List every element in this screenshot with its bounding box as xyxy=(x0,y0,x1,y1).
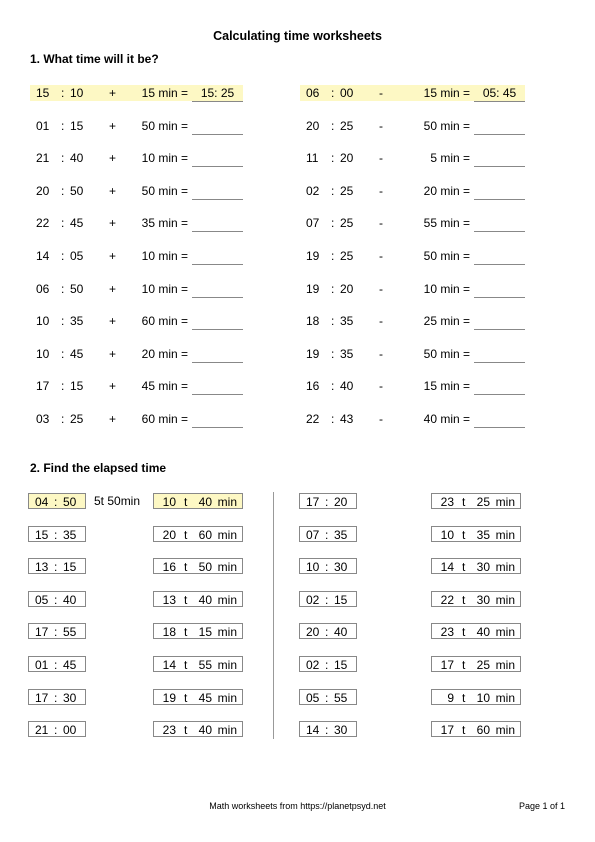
elapsed-left-start-time xyxy=(28,623,86,639)
start-colon: : xyxy=(54,690,58,705)
start-colon: : xyxy=(54,592,58,607)
add-problem-operator: + xyxy=(109,118,117,133)
elapsed-right-end-time xyxy=(431,623,521,639)
sub-problem-operator: - xyxy=(379,118,383,133)
add-problem-duration: 10 min = xyxy=(141,281,188,296)
add-problem-colon: : xyxy=(61,86,65,100)
end-t: t xyxy=(462,658,466,672)
end-t: t xyxy=(462,560,466,575)
add-problem-answer-field[interactable]: 15: 25 xyxy=(192,85,243,102)
sub-problem-answer-field[interactable] xyxy=(474,378,525,395)
end-t: t xyxy=(462,495,466,509)
sub-problem-minute: 25 xyxy=(340,216,354,231)
add-problem-answer-field[interactable] xyxy=(192,118,243,135)
sub-problem-operator: - xyxy=(379,86,383,100)
start-hour: 17 xyxy=(35,625,49,640)
end-unit: min xyxy=(217,723,237,738)
add-problem-minute: 45 xyxy=(70,346,84,361)
start-hour: 20 xyxy=(306,625,320,640)
add-problem-answer-field[interactable] xyxy=(192,346,243,363)
sub-problem-answer-field[interactable] xyxy=(474,150,525,167)
start-hour: 15 xyxy=(35,527,49,542)
end-unit: min xyxy=(495,592,515,607)
add-problem-duration: 50 min = xyxy=(141,183,188,198)
sub-problem-operator: - xyxy=(379,412,383,426)
end-minute: 30 xyxy=(476,560,490,575)
sub-problem-hour: 02 xyxy=(306,183,320,198)
end-minute: 45 xyxy=(198,690,212,705)
sub-problem-colon: : xyxy=(331,314,335,329)
start-colon: : xyxy=(325,592,329,607)
end-t: t xyxy=(462,690,466,705)
elapsed-right-start-time xyxy=(299,493,357,509)
end-unit: min xyxy=(217,658,237,672)
end-unit: min xyxy=(217,527,237,542)
end-minute: 40 xyxy=(198,592,212,607)
end-hour: 16 xyxy=(162,560,176,575)
footer-page-number: Page 1 of 1 xyxy=(518,801,565,811)
sub-problem-colon: : xyxy=(331,346,335,361)
add-problem-duration: 45 min = xyxy=(141,379,188,394)
end-unit: min xyxy=(495,560,515,575)
elapsed-left-end-time xyxy=(153,591,243,607)
sub-problem-duration: 55 min = xyxy=(423,216,470,231)
sub-problem-answer-field[interactable] xyxy=(474,411,525,428)
add-problem-answer-field[interactable] xyxy=(192,378,243,395)
add-problem-duration: 60 min = xyxy=(141,314,188,329)
add-problem-hour: 10 xyxy=(36,314,50,329)
sub-problem-operator: - xyxy=(379,314,383,329)
sub-problem-hour: 06 xyxy=(306,86,320,100)
sub-problem-answer-field[interactable] xyxy=(474,118,525,135)
add-problem-minute: 10 xyxy=(70,86,84,100)
start-colon: : xyxy=(325,658,329,672)
end-hour: 14 xyxy=(162,658,176,672)
sub-problem-colon: : xyxy=(331,412,335,426)
add-problem-duration: 35 min = xyxy=(141,216,188,231)
end-hour: 23 xyxy=(440,625,454,640)
start-colon: : xyxy=(325,527,329,542)
elapsed-left-end-time xyxy=(153,656,243,672)
end-minute: 40 xyxy=(476,625,490,640)
sub-problem-operator: - xyxy=(379,183,383,198)
add-problem-duration: 10 min = xyxy=(141,249,188,263)
add-problem-colon: : xyxy=(61,281,65,296)
start-colon: : xyxy=(325,625,329,640)
sub-problem-duration: 50 min = xyxy=(423,346,470,361)
sub-problem-colon: : xyxy=(331,216,335,231)
sub-problem-minute: 35 xyxy=(340,346,354,361)
sub-problem-hour: 16 xyxy=(306,379,320,394)
end-minute: 10 xyxy=(476,690,490,705)
start-hour: 10 xyxy=(306,560,320,575)
elapsed-right-start-time xyxy=(299,591,357,607)
end-hour: 14 xyxy=(440,560,454,575)
start-minute: 15 xyxy=(63,560,77,575)
end-minute: 30 xyxy=(476,592,490,607)
add-problem-duration: 50 min = xyxy=(141,118,188,133)
elapsed-right-start-time xyxy=(299,623,357,639)
start-hour: 21 xyxy=(35,723,49,738)
sub-problem-minute: 40 xyxy=(340,379,354,394)
elapsed-right-end-time xyxy=(431,721,521,737)
elapsed-left-end-time xyxy=(153,526,243,542)
elapsed-right-end-time xyxy=(431,493,521,509)
sub-problem-hour: 11 xyxy=(306,151,319,166)
elapsed-right-end-time xyxy=(431,558,521,574)
add-problem-minute: 35 xyxy=(70,314,84,329)
elapsed-right-start-time xyxy=(299,558,357,574)
start-hour: 13 xyxy=(35,560,49,575)
elapsed-left-end-time xyxy=(153,558,243,574)
start-minute: 40 xyxy=(334,625,348,640)
start-hour: 14 xyxy=(306,723,320,738)
end-unit: min xyxy=(217,495,237,509)
end-unit: min xyxy=(495,495,515,509)
end-hour: 9 xyxy=(447,690,454,705)
sub-problem-duration: 50 min = xyxy=(423,249,470,263)
end-hour: 10 xyxy=(162,495,176,509)
end-minute: 25 xyxy=(476,658,490,672)
add-problem-minute: 50 xyxy=(70,281,84,296)
elapsed-left-start-time xyxy=(28,656,86,672)
add-problem-operator: + xyxy=(109,151,117,166)
sub-problem-answer-field[interactable] xyxy=(474,248,525,265)
footer-source: Math worksheets from https://planetpsyd.net xyxy=(209,801,386,811)
add-problem-colon: : xyxy=(61,118,65,133)
sub-problem-hour: 18 xyxy=(306,314,320,329)
add-problem-minute: 05 xyxy=(70,249,84,263)
end-t: t xyxy=(184,723,188,738)
section-2-title: 2. Find the elapsed time xyxy=(30,461,167,475)
add-problem-operator: + xyxy=(109,346,117,361)
start-hour: 17 xyxy=(35,690,49,705)
start-minute: 00 xyxy=(63,723,77,738)
end-hour: 22 xyxy=(440,592,454,607)
sub-problem-answer-field[interactable] xyxy=(474,281,525,298)
end-hour: 23 xyxy=(440,495,454,509)
end-hour: 23 xyxy=(162,723,176,738)
end-t: t xyxy=(184,560,188,575)
start-colon: : xyxy=(54,658,58,672)
end-minute: 60 xyxy=(198,527,212,542)
start-hour: 02 xyxy=(306,658,320,672)
sub-problem-hour: 19 xyxy=(306,346,320,361)
sub-problem-duration: 10 min = xyxy=(423,281,470,296)
add-problem-minute: 50 xyxy=(70,183,84,198)
sub-problem-hour: 22 xyxy=(306,412,320,426)
elapsed-right-start-time xyxy=(299,526,357,542)
elapsed-right-end-time xyxy=(431,656,521,672)
start-minute: 40 xyxy=(63,592,77,607)
end-minute: 40 xyxy=(198,723,212,738)
add-problem-operator: + xyxy=(109,379,117,394)
start-colon: : xyxy=(54,625,58,640)
end-t: t xyxy=(462,527,466,542)
add-problem-minute: 40 xyxy=(70,151,84,166)
end-minute: 40 xyxy=(198,495,212,509)
add-problem-colon: : xyxy=(61,379,65,394)
add-problem-duration: 15 min = xyxy=(141,86,188,100)
start-minute: 30 xyxy=(334,560,348,575)
elapsed-left-start-time xyxy=(28,493,86,509)
add-problem-minute: 15 xyxy=(70,118,84,133)
start-colon: : xyxy=(325,690,329,705)
add-problem-minute: 45 xyxy=(70,216,84,231)
start-colon: : xyxy=(325,560,329,575)
elapsed-left-end-time xyxy=(153,721,243,737)
end-unit: min xyxy=(495,625,515,640)
end-unit: min xyxy=(495,690,515,705)
add-problem-hour: 03 xyxy=(36,412,50,426)
sub-problem-minute: 25 xyxy=(340,118,354,133)
start-hour: 05 xyxy=(35,592,49,607)
add-problem-colon: : xyxy=(61,249,65,263)
column-divider xyxy=(273,492,274,739)
add-problem-hour: 10 xyxy=(36,346,50,361)
end-hour: 17 xyxy=(440,658,454,672)
add-problem-colon: : xyxy=(61,346,65,361)
sub-problem-duration: 50 min = xyxy=(423,118,470,133)
end-unit: min xyxy=(495,723,515,738)
sub-problem-colon: : xyxy=(331,151,335,166)
add-problem-answer-field[interactable] xyxy=(192,281,243,298)
add-problem-colon: : xyxy=(61,314,65,329)
add-problem-duration: 20 min = xyxy=(141,346,188,361)
start-hour: 01 xyxy=(35,658,49,672)
sub-problem-duration: 5 min = xyxy=(430,151,470,166)
page-title: Calculating time worksheets xyxy=(213,29,382,43)
end-hour: 13 xyxy=(162,592,176,607)
end-unit: min xyxy=(217,560,237,575)
start-minute: 55 xyxy=(334,690,348,705)
elapsed-left-end-time xyxy=(153,689,243,705)
add-problem-operator: + xyxy=(109,183,117,198)
start-minute: 15 xyxy=(334,658,348,672)
end-t: t xyxy=(462,592,466,607)
end-hour: 17 xyxy=(440,723,454,738)
end-t: t xyxy=(462,723,466,738)
start-colon: : xyxy=(54,527,58,542)
start-minute: 15 xyxy=(334,592,348,607)
elapsed-left-start-time xyxy=(28,689,86,705)
sub-problem-duration: 40 min = xyxy=(423,412,470,426)
start-minute: 55 xyxy=(63,625,77,640)
end-unit: min xyxy=(495,527,515,542)
end-unit: min xyxy=(495,658,515,672)
sub-problem-operator: - xyxy=(379,249,383,263)
start-minute: 20 xyxy=(334,495,348,509)
sub-problem-answer-field[interactable] xyxy=(474,313,525,330)
end-t: t xyxy=(184,495,188,509)
start-minute: 45 xyxy=(63,658,77,672)
start-hour: 04 xyxy=(35,495,49,509)
sub-problem-minute: 25 xyxy=(340,183,354,198)
elapsed-right-end-time xyxy=(431,689,521,705)
start-minute: 50 xyxy=(63,495,77,509)
sub-problem-minute: 25 xyxy=(340,249,354,263)
sub-problem-minute: 43 xyxy=(340,412,354,426)
add-problem-minute: 25 xyxy=(70,412,84,426)
end-t: t xyxy=(184,690,188,705)
sub-problem-colon: : xyxy=(331,249,335,263)
add-problem-hour: 15 xyxy=(36,86,50,100)
add-problem-answer-field[interactable] xyxy=(192,150,243,167)
elapsed-left-answer-field[interactable]: 5t 50min xyxy=(94,494,141,508)
end-minute: 15 xyxy=(198,625,212,640)
start-hour: 17 xyxy=(306,495,320,509)
end-hour: 20 xyxy=(162,527,176,542)
add-problem-hour: 14 xyxy=(36,249,50,263)
add-problem-minute: 15 xyxy=(70,379,84,394)
add-problem-answer-field[interactable] xyxy=(192,313,243,330)
sub-problem-answer-field[interactable] xyxy=(474,215,525,232)
add-problem-answer-field[interactable] xyxy=(192,411,243,428)
sub-problem-duration: 20 min = xyxy=(423,183,470,198)
sub-problem-colon: : xyxy=(331,379,335,394)
sub-problem-operator: - xyxy=(379,151,383,166)
add-problem-colon: : xyxy=(61,151,65,166)
elapsed-left-end-time xyxy=(153,623,243,639)
end-hour: 19 xyxy=(162,690,176,705)
add-problem-operator: + xyxy=(109,86,117,100)
start-colon: : xyxy=(325,723,329,738)
end-minute: 50 xyxy=(198,560,212,575)
start-minute: 35 xyxy=(334,527,348,542)
sub-problem-minute: 20 xyxy=(340,151,354,166)
start-hour: 05 xyxy=(306,690,320,705)
start-hour: 07 xyxy=(306,527,320,542)
start-minute: 30 xyxy=(334,723,348,738)
sub-problem-minute: 00 xyxy=(340,86,354,100)
start-colon: : xyxy=(54,560,58,575)
section-1-title: 1. What time will it be? xyxy=(30,52,159,66)
end-unit: min xyxy=(217,592,237,607)
sub-problem-operator: - xyxy=(379,216,383,231)
elapsed-right-end-time xyxy=(431,526,521,542)
add-problem-hour: 17 xyxy=(36,379,50,394)
sub-problem-duration: 15 min = xyxy=(423,86,470,100)
end-hour: 10 xyxy=(440,527,454,542)
end-minute: 25 xyxy=(476,495,490,509)
end-t: t xyxy=(184,658,188,672)
end-minute: 35 xyxy=(476,527,490,542)
elapsed-left-start-time xyxy=(28,591,86,607)
sub-problem-colon: : xyxy=(331,281,335,296)
elapsed-left-end-time xyxy=(153,493,243,509)
start-minute: 35 xyxy=(63,527,77,542)
end-unit: min xyxy=(217,625,237,640)
sub-problem-answer-field[interactable] xyxy=(474,183,525,200)
end-unit: min xyxy=(217,690,237,705)
elapsed-right-start-time xyxy=(299,721,357,737)
add-problem-operator: + xyxy=(109,249,117,263)
sub-problem-answer-field[interactable]: 05: 45 xyxy=(474,85,525,102)
sub-problem-hour: 07 xyxy=(306,216,320,231)
add-problem-operator: + xyxy=(109,216,117,231)
elapsed-right-start-time xyxy=(299,689,357,705)
start-colon: : xyxy=(54,495,58,509)
add-problem-colon: : xyxy=(61,183,65,198)
elapsed-left-start-time xyxy=(28,721,86,737)
add-problem-answer-field[interactable] xyxy=(192,215,243,232)
add-problem-duration: 10 min = xyxy=(141,151,188,166)
sub-problem-duration: 15 min = xyxy=(423,379,470,394)
add-problem-operator: + xyxy=(109,412,117,426)
add-problem-colon: : xyxy=(61,216,65,231)
elapsed-right-end-time xyxy=(431,591,521,607)
sub-problem-colon: : xyxy=(331,86,335,100)
end-hour: 18 xyxy=(162,625,176,640)
sub-problem-minute: 20 xyxy=(340,281,354,296)
add-problem-hour: 21 xyxy=(36,151,50,166)
sub-problem-operator: - xyxy=(379,281,383,296)
add-problem-answer-field[interactable] xyxy=(192,248,243,265)
sub-problem-operator: - xyxy=(379,346,383,361)
end-t: t xyxy=(184,592,188,607)
add-problem-hour: 20 xyxy=(36,183,50,198)
add-problem-duration: 60 min = xyxy=(141,412,188,426)
start-minute: 30 xyxy=(63,690,77,705)
sub-problem-hour: 19 xyxy=(306,249,320,263)
sub-problem-duration: 25 min = xyxy=(423,314,470,329)
elapsed-left-start-time xyxy=(28,558,86,574)
end-minute: 55 xyxy=(198,658,212,672)
sub-problem-hour: 20 xyxy=(306,118,320,133)
end-t: t xyxy=(184,527,188,542)
sub-problem-operator: - xyxy=(379,379,383,394)
sub-problem-minute: 35 xyxy=(340,314,354,329)
start-colon: : xyxy=(54,723,58,738)
add-problem-hour: 22 xyxy=(36,216,50,231)
start-colon: : xyxy=(325,495,329,509)
end-t: t xyxy=(184,625,188,640)
sub-problem-hour: 19 xyxy=(306,281,320,296)
elapsed-right-start-time xyxy=(299,656,357,672)
end-t: t xyxy=(462,625,466,640)
end-minute: 60 xyxy=(476,723,490,738)
add-problem-answer-field[interactable] xyxy=(192,183,243,200)
sub-problem-colon: : xyxy=(331,118,335,133)
start-hour: 02 xyxy=(306,592,320,607)
add-problem-operator: + xyxy=(109,281,117,296)
add-problem-colon: : xyxy=(61,412,65,426)
add-problem-hour: 06 xyxy=(36,281,50,296)
add-problem-hour: 01 xyxy=(36,118,50,133)
sub-problem-colon: : xyxy=(331,183,335,198)
sub-problem-answer-field[interactable] xyxy=(474,346,525,363)
add-problem-operator: + xyxy=(109,314,117,329)
elapsed-left-start-time xyxy=(28,526,86,542)
